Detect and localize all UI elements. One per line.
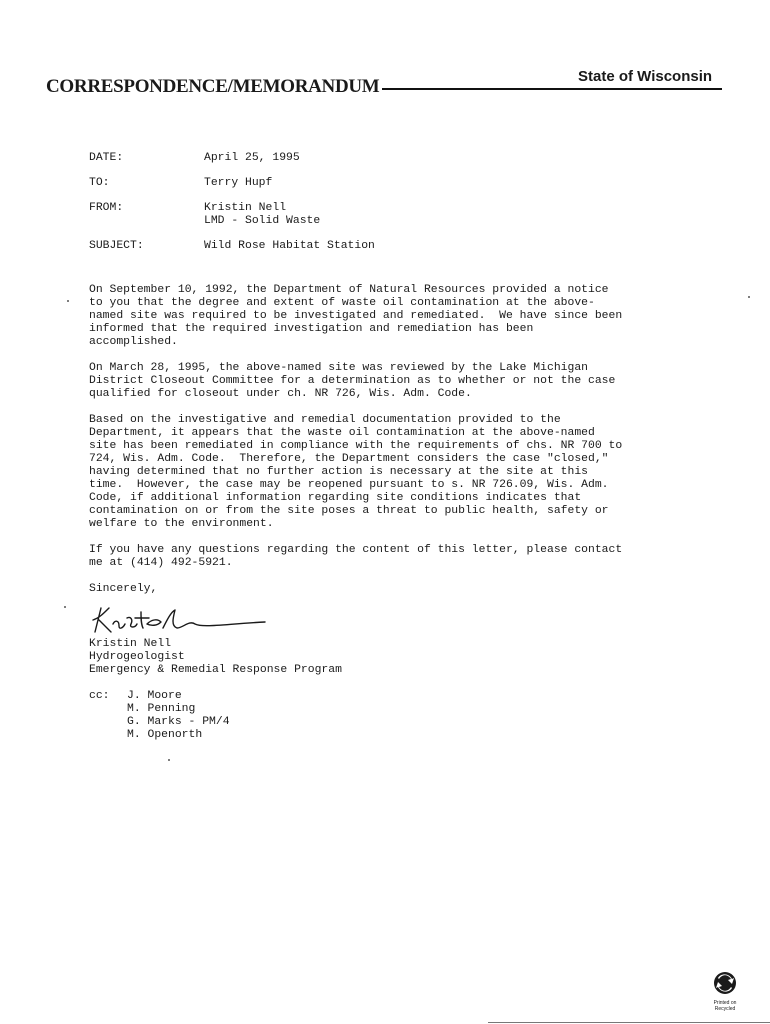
from-label: FROM: [89,202,124,214]
body-paragraph [89,544,689,570]
body-paragraph [89,284,689,349]
scan-edge-line [488,1022,770,1023]
from-value [204,202,320,228]
from-line: Kristin Nell [204,202,287,214]
memo-body [89,284,689,742]
handwritten-signature [85,598,285,638]
subject-label: SUBJECT: [89,240,144,252]
body-line: District Closeout Committee for a determination as to whether or not the case [89,375,616,387]
signer-name: Kristin Nell [89,638,172,650]
body-line: accomplished. [89,336,178,348]
logo-caption-1: Printed on [713,1000,737,1006]
subject-value: Wild Rose Habitat Station [204,240,375,252]
scan-speck [168,759,170,761]
cc-recipient: G. Marks - PM/4 [127,716,230,728]
date-label: DATE: [89,152,124,164]
body-line: contamination on or from the site poses a threat to public health, safety or [89,505,609,517]
body-line: qualified for closeout under ch. NR 726, Wis. Adm. Code. [89,388,472,400]
signer-title: Hydrogeologist [89,651,185,663]
body-line: 724, Wis. Adm. Code. Therefore, the Department considers the case "closed," [89,453,609,465]
body-line: site has been remediated in compliance with the requirements of chs. NR 700 to [89,440,623,452]
scan-speck [748,296,750,298]
body-line: time. However, the case may be reopened pursuant to s. NR 726.09, Wis. Adm. [89,479,609,491]
to-row [89,177,375,190]
cc-list [127,690,230,742]
from-line: LMD - Solid Waste [204,215,321,227]
cc-recipient: J. Moore [127,690,182,702]
body-line: Based on the investigative and remedial documentation provided to the [89,414,561,426]
signer-program: Emergency & Remedial Response Program [89,664,342,676]
letterhead-rule [382,88,722,90]
body-line: me at (414) 492-5921. [89,557,233,569]
letterhead-state: State of Wisconsin [578,68,713,85]
salutation: Sincerely, [89,583,158,595]
body-line: welfare to the environment. [89,518,274,530]
cc-block [89,690,689,742]
date-value: April 25, 1995 [204,152,300,164]
body-line: named site was required to be investigated and remediated. We have since been [89,310,623,322]
body-paragraph [89,414,689,531]
body-paragraph [89,362,689,401]
cc-label: cc: [89,690,110,702]
body-line: On March 28, 1995, the above-named site was reviewed by the Lake Michigan [89,362,588,374]
closing-block [89,583,689,677]
cc-recipient: M. Penning [127,703,196,715]
scan-speck [67,300,69,302]
to-value: Terry Hupf [204,177,273,189]
body-line: Department, it appears that the waste oil contamination at the above-named [89,427,595,439]
letterhead-title: CORRESPONDENCE/MEMORANDUM [46,76,380,97]
body-line: If you have any questions regarding the content of this letter, please contact [89,544,623,556]
date-row [89,152,375,165]
scan-speck [64,606,66,608]
logo-caption-2: Recycled [714,1006,736,1012]
cc-recipient: M. Openorth [127,729,203,741]
recycled-paper-logo [710,968,740,1016]
body-line: On September 10, 1992, the Department of Natural Resources provided a notice [89,284,609,296]
subject-row [89,240,375,253]
body-line: informed that the required investigation and remediation has been [89,323,534,335]
body-line: having determined that no further action is necessary at the site at this [89,466,588,478]
body-line: to you that the degree and extent of waste oil contamination at the above- [89,297,595,309]
from-row [89,202,375,228]
memo-fields [89,152,375,265]
body-line: Code, if additional information regarding site conditions indicates that [89,492,582,504]
to-label: TO: [89,177,110,189]
